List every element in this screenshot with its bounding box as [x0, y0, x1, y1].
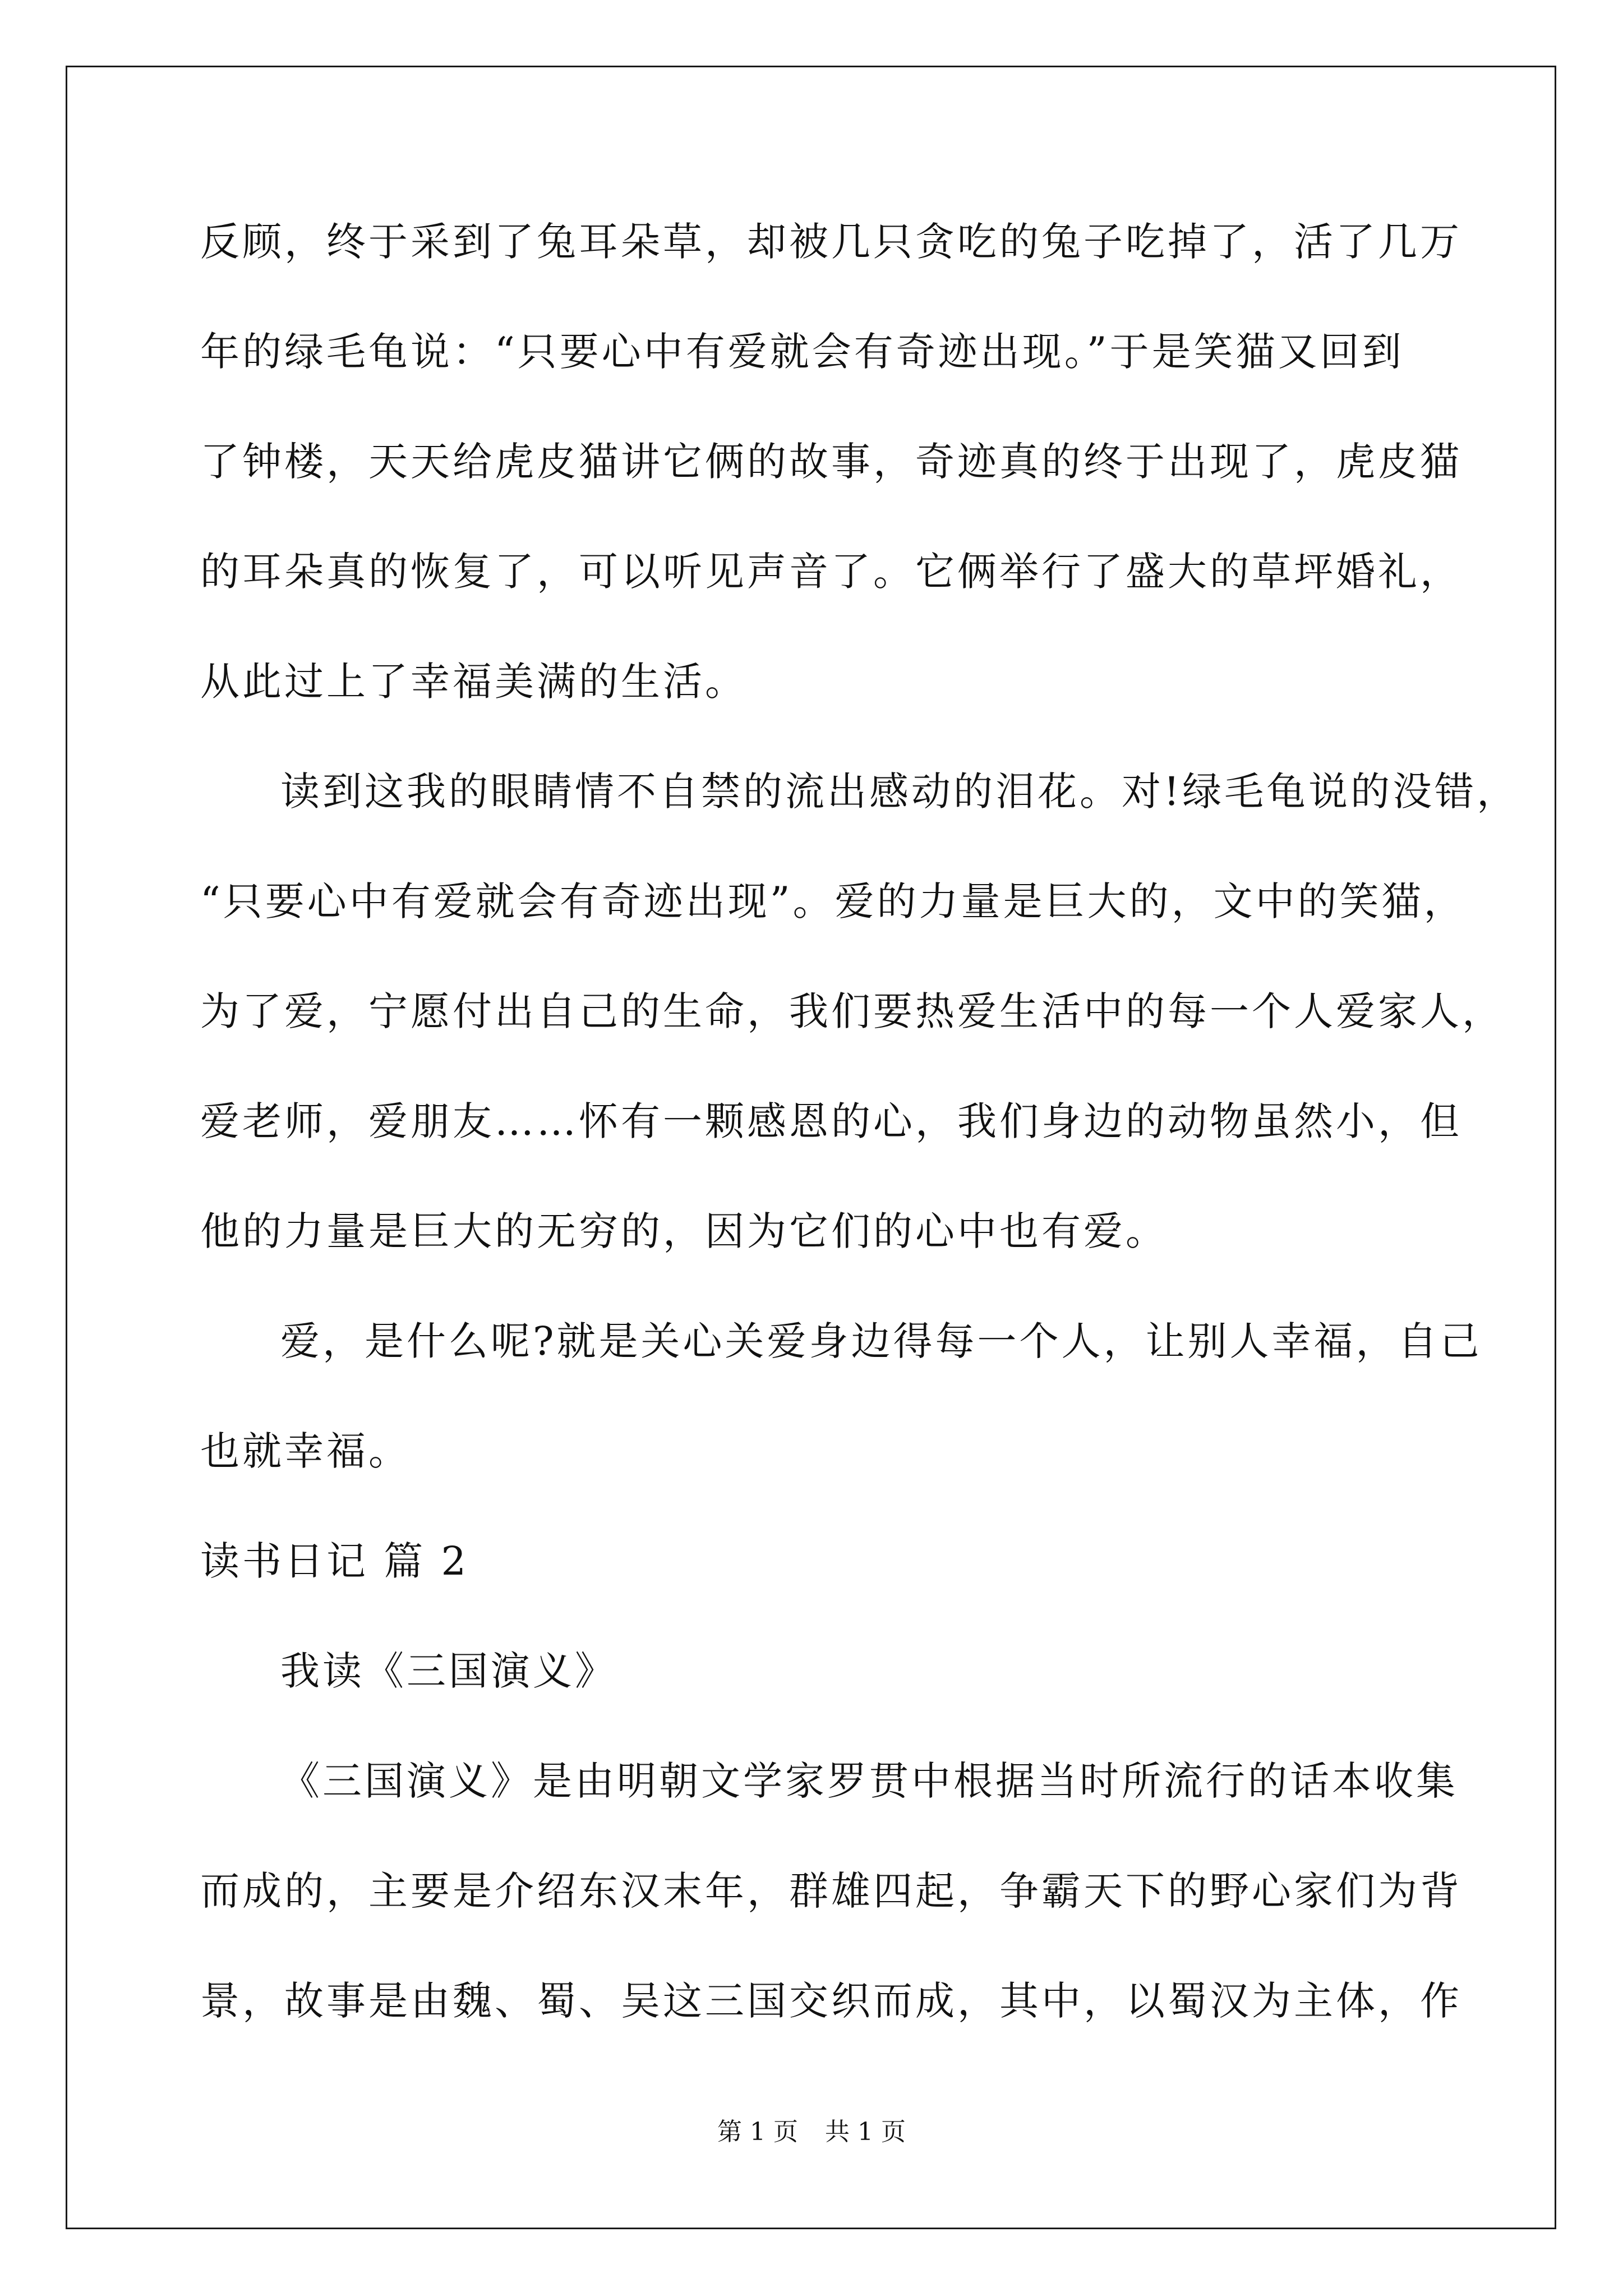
page-total: 共 1 页: [825, 2118, 906, 2146]
paragraph-line: 景，故事是由魏、蜀、吴这三国交织而成，其中，以蜀汉为主体，作: [200, 1978, 1462, 2024]
paragraph-line: 爱老师，爱朋友……怀有一颗感恩的心，我们身边的动物虽然小，但: [200, 1098, 1462, 1144]
page-number: 第 1 页: [717, 2118, 798, 2146]
paragraph-line: 从此过上了幸福美满的生活。: [200, 659, 747, 705]
paragraph-line: 爱，是什么呢?就是关心关爱身边得每一个人，让别人幸福，自己: [280, 1318, 1482, 1364]
paragraph-line: 的耳朵真的恢复了，可以听见声音了。它俩举行了盛大的草坪婚礼，: [200, 549, 1462, 595]
paragraph-line: 年的绿毛龟说：“只要心中有爱就会有奇迹出现。”于是笑猫又回到: [200, 329, 1404, 375]
paragraph-line: 读到这我的眼睛情不自禁的流出感动的泪花。对!绿毛龟说的没错，: [280, 769, 1519, 815]
paragraph-line: 也就幸福。: [200, 1428, 411, 1474]
page-footer: [0, 2115, 1623, 2149]
paragraph-line: 他的力量是巨大的无穷的，因为它们的心中也有爱。: [200, 1208, 1168, 1254]
paragraph-line: 《三国演义》是由明朝文学家罗贯中根据当时所流行的话本收集: [280, 1758, 1458, 1804]
paragraph-line: 而成的，主要是介绍东汉末年，群雄四起，争霸天下的野心家们为背: [200, 1868, 1462, 1914]
paragraph-line: 了钟楼，天天给虎皮猫讲它俩的故事，奇迹真的终于出现了，虎皮猫: [200, 439, 1462, 485]
paragraph-line: 为了爱，宁愿付出自己的生命，我们要热爱生活中的每一个人爱家人，: [200, 988, 1504, 1034]
paragraph-line: “只要心中有爱就会有奇迹出现”。爱的力量是巨大的，文中的笑猫，: [200, 878, 1466, 924]
section-heading: 读书日记 篇 2: [200, 1538, 469, 1584]
paragraph-line: 反顾，终于采到了兔耳朵草，却被几只贪吃的兔子吃掉了，活了几万: [200, 219, 1462, 265]
article-subtitle: 我读《三国演义》: [280, 1648, 617, 1694]
